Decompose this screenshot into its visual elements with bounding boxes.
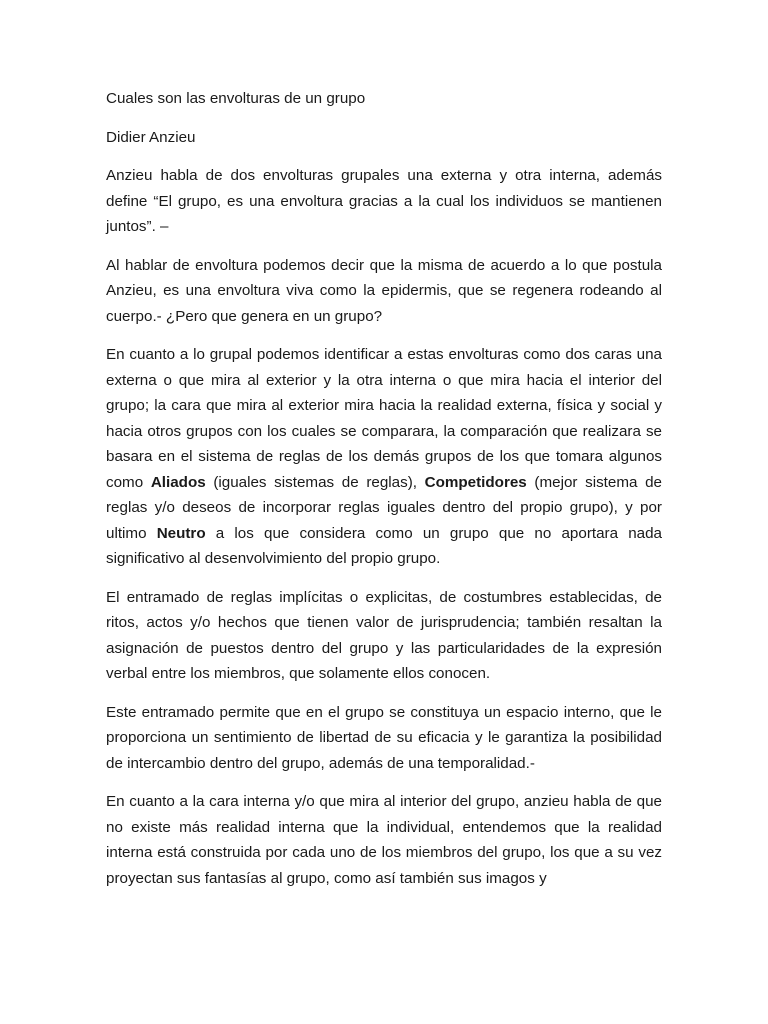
term-neutro: Neutro xyxy=(156,524,206,542)
term-competidores: Competidores xyxy=(424,473,527,491)
document-title: Cuales son las envolturas de un grupo xyxy=(106,90,366,107)
document-body xyxy=(106,86,662,904)
paragraph-2: Al hablar de envoltura podemos decir que la misma de acuerdo a lo que postula Anzieu, es una envoltura viva como la epidermis, que se regenera rodeando al cuerpo.- ¿Pero que genera en un grupo? xyxy=(106,256,662,325)
term-aliados: Aliados xyxy=(150,473,206,491)
paragraph-6: En cuanto a la cara interna y/o que mira al interior del grupo, anzieu habla de que no existe más realidad interna que la individual, entendemos que la realidad interna está construida por cada uno de los miembros del grupo, los que a su vez proyectan sus fantasías al grupo, como así también sus imagos y xyxy=(106,793,662,887)
paragraph-3-text-3: (mejor sistema de reglas y/o deseos de incorporar reglas iguales dentro del propio grupo), y por ultimo xyxy=(106,473,662,542)
paragraph-3 xyxy=(106,342,662,572)
paragraph-3-text-2: (iguales sistemas de reglas), xyxy=(205,473,425,491)
document-author: Didier Anzieu xyxy=(106,128,196,146)
paragraph-1: Anzieu habla de dos envolturas grupales una externa y otra interna, además define “El grupo, es una envoltura gracias a la cual los individuos se mantienen juntos”. – xyxy=(106,167,662,235)
paragraph-3-text-4: a los que considera como un grupo que no aportara nada significativo al desenvolvimiento del propio grupo. xyxy=(106,524,662,567)
paragraph-3-text-1: En cuanto a lo grupal podemos identificar a estas envolturas como dos caras una externa o que mira al exterior y la otra interna o que mira hacia el interior del grupo; la cara que mira al exterior mira hacia la realidad externa, física y social y hacia otros grupos con los cuales se comparara, la comparación que realizara se basara en el sistema de reglas de los demás grupos de los que tomara algunos como xyxy=(106,346,662,491)
paragraph-5: Este entramado permite que en el grupo se constituya un espacio interno, que le proporciona un sentimiento de libertad de su eficacia y le garantiza la posibilidad de intercambio dentro del grupo, además de una temporalidad.- xyxy=(106,703,662,772)
paragraph-4: El entramado de reglas implícitas o explicitas, de costumbres establecidas, de ritos, actos y/o hechos que tienen valor de jurisprudencia; también resaltan la asignación de puestos dentro del grupo y las particularidades de la expresión verbal entre los miembros, que solamente ellos conocen. xyxy=(106,588,662,682)
